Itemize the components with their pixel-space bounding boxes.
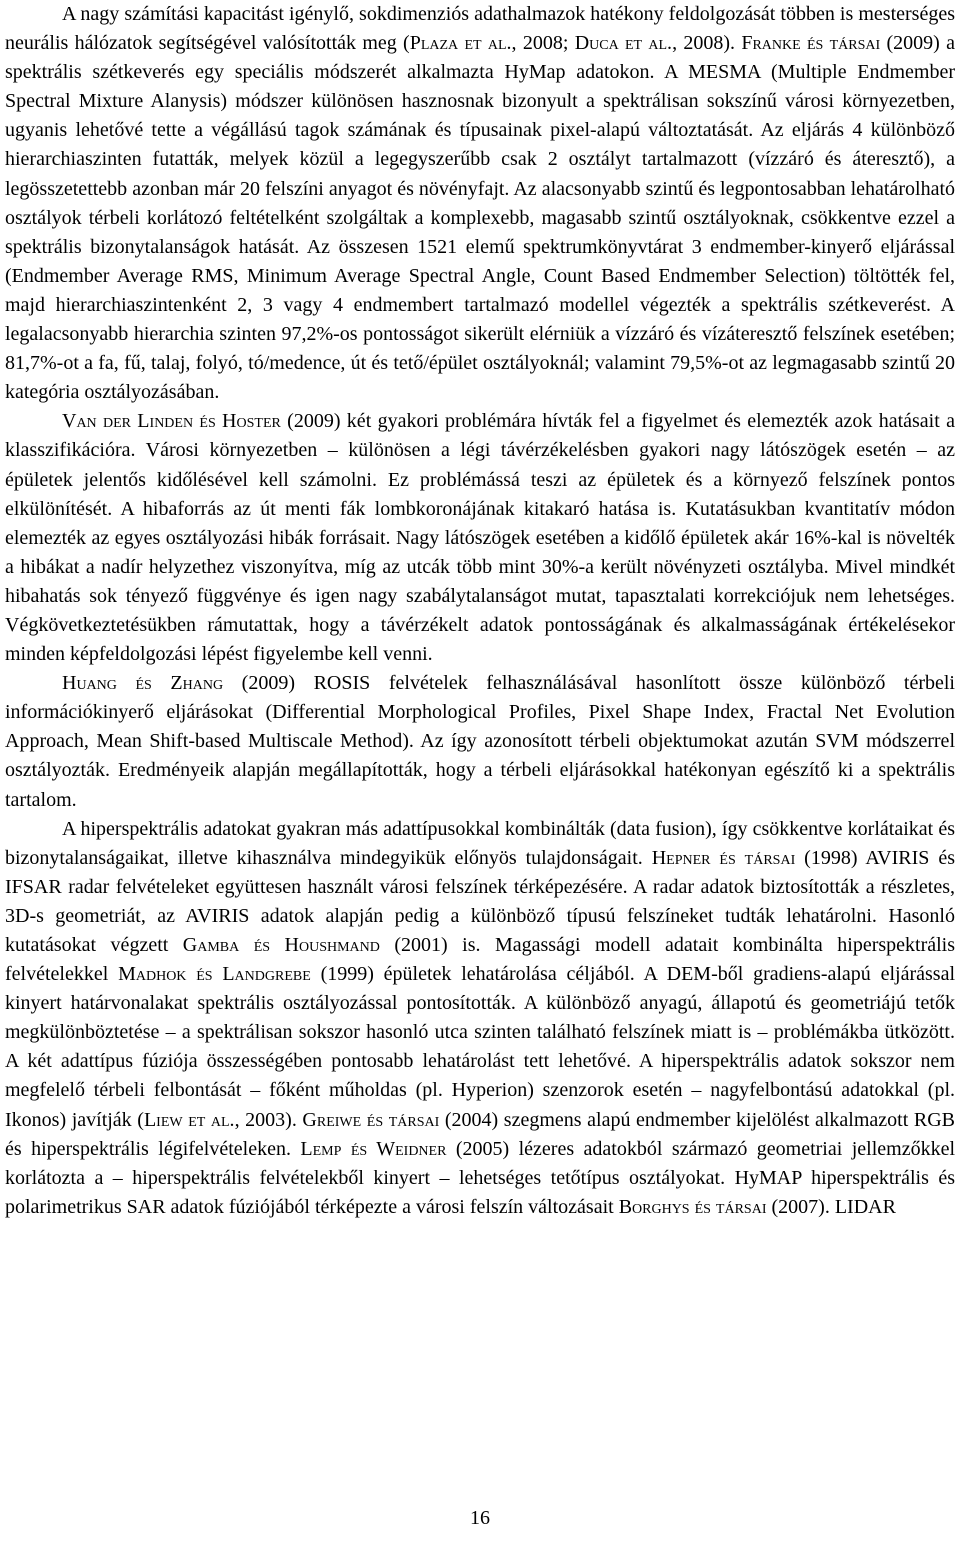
author-citation: Franke és társai [741,32,881,55]
text-run: (2005) lézeres adatokból származó geometriai jellemzőkkel korlátozta a – hiperspektrális felvételekből kinyert – lehetséges tetőtípus osztályokat. HyMAP hiperspektrális és polarimetrikus SAR adatok fúziójából térképezte a városi felszín változásait [5,1137,956,1218]
author-citation: Huang és Zhang [62,672,224,695]
author-citation: Van der Linden és Hoster [62,410,281,433]
body-text [5,0,955,1222]
text-run: A hiperspektrális adatokat gyakran más adattípusokkal kombinálták (data fusion), így csökkentve korlátaikat és bizonytalanságaikat, illetve kihasználva mindegyikük előnyös tulajdonságait. [5,817,955,869]
author-citation: Hepner és társai [651,846,796,869]
author-citation: Lemp és Weidner [300,1137,447,1160]
text-run: (2009) a spektrális szétkeverés egy speciális módszerét alkalmazta HyMap adatokon. A MESMA (Multiple Endmember Spectral Mixture Alanysis) módszer különösen hasznosnak bizonyult a spektrálisan sokszínű városi környezetben, ugyanis lehetővé tette a végállású tagok számának és típusainak pixel-alapú változtatását. Az eljárás 4 különböző hierarchiaszinten futatták, melyek közül a legegyszerűbb csak 2 osztályt tartalmazott (vízzáró és áteresztő), a legösszetettebb azonban már 20 felszíni anyagot és növényfajt. Az alacsonyabb szintű és legpontosabban lehatárolható osztályok térbeli korlátozó feltételként szolgáltak a komplexebb, magasabb szintű osztályoknak, csökkentve ezzel a spektrális bizonytalanságok hatását. Az összesen 1521 elemű spektrumkönyvtárat 3 endmember-kinyerő eljárással (Endmember Average RMS, Minimum Average Spectral Angle, Count Based Endmember Selection) töltötték fel, majd hierarchiaszintenként 2, 3 vagy 4 endmembert tartalmazó modellel végezték a spektrális szétkeverést. A legalacsonyabb hierarchia szinten 97,2%-os pontosságot sikerült elérniük a vízzáró és vízáteresztő felszínek esetében; 81,7%-ot a fa, fű, talaj, folyó, tó/medence, út és tető/épület osztályoknál; valamint 79,5%-ot az legmagasabb szintű 20 kategória osztályozásában. [5,32,955,404]
text-run: (1998) AVIRIS és IFSAR radar felvételeket együttesen használt városi felszínek térképezésére. A radar adatok biztosították a részletes, 3D-s geometriát, az AVIRIS adatok alapján pedig a különböző típusú felszíneket tudták lehatárolni. Hasonló kutatásokat végzett [5,846,955,956]
author-citation: Madhok és Landgrebe [118,963,311,986]
text-run: (2009) két gyakori problémára hívták fel a figyelmet és elemezték azok hatásait a klasszifikációra. Városi környezetben – különösen a légi távérzékelésben gyakori nagy látószögek esetén – az épületek jelentős kidőlésével kell számolni. Ez problémássá teszi az épületek és a környező felszínek pontos elkülönítését. A hibaforrás az út menti fák lombkoronájának kitakaró hatása is. Kutatásukban kvantitatív módon elemezték az egyes osztályozási hibák forrásait. Nagy látószögek esetében a kidőlő épületek akár 16%-kal is növelték a hibákat a nadír helyzethez viszonyítva, míg az utcák több mint 30%-a került növényzeti osztályba. Mivel mindkét hibahatás sok tényező függvénye és igen nagy szabálytalanságot mutat, tapasztalati korrekciójuk nem lehetséges. Végkövetkeztetésükben rámutattak, hogy a távérzékelt adatok pontosságának és alkalmasságának értékelésekor minden képfeldolgozási lépést figyelembe kell venni. [5,410,955,666]
text-run: (2009) ROSIS felvételek felhasználásával hasonlított össze különböző térbeli információkinyerő eljárásokat (Differential Morphological Profiles, Pixel Shape Index, Fractal Net Evolution Approach, Mean Shift-based Multiscale Method). Az így azonosított térbeli objektumokat azután SVM módszerrel osztályozták. Eredményeik alapján megállapították, hogy a térbeli eljárásokkal hatékonyan egészítő ki a spektrális tartalom. [5,672,955,811]
text-run: , 2003). [234,1108,303,1131]
paragraph [5,0,955,407]
text-run: , 2008). [672,32,742,55]
text-run: , 2008; [511,32,575,55]
text-run: (2004) szegmens alapú endmember kijelölést alkalmazott RGB és hiperspektrális légifelvételeken. [5,1108,955,1160]
paragraph [5,669,955,814]
author-citation: Plaza et al. [409,32,512,55]
author-citation: Greiwe és társai [302,1108,440,1131]
author-citation: Liew et al. [143,1108,235,1131]
text-run: (2007). LIDAR [766,1195,896,1218]
author-citation: Duca et al. [574,32,673,55]
text-run: (1999) épületek lehatárolása céljából. A DEM-ből gradiens-alapú eljárással kinyert határvonalakat spektrális osztályozással pontosították. A különböző anyagú, állapotú és geometriájú tetők megkülönböztetése – a spektrálisan sokszor hasonló utca szinten található felszínek miatt is – problémákba ütközött. A két adattípus fúziója összességében pontosabb lehatárolást tett lehetővé. A hiperspektrális adatok sokszor nem megfelelő térbeli felbontását – főként műholdas (pl. Hyperion) szenzorok esetén – nagyfelbontású adatokkal (pl. Ikonos) javítják ( [5,963,955,1131]
text-run: A nagy számítási kapacitást igénylő, sokdimenziós adathalmazok hatékony feldolgozását többen is mesterséges neurális hálózatok segítségével valósították meg ( [5,3,955,55]
page-number: 16 [470,1507,490,1529]
author-citation: Borghys és társai [618,1195,767,1218]
text-run: (2001) is. Magassági modell adatait kombinálta hiperspektrális felvételekkel [5,934,956,986]
paragraph [5,407,955,669]
paragraph [5,815,955,1222]
author-citation: Gamba és Houshmand [182,934,380,956]
